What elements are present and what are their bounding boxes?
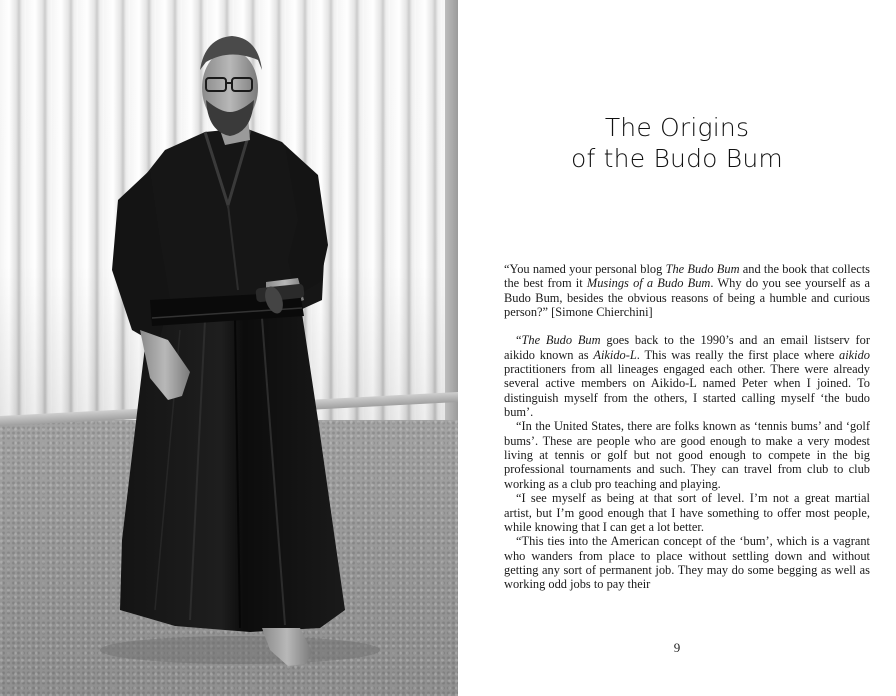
paragraph [504,333,870,419]
text-run: “I see myself as being at that sort of level. I’m not a great martial artist, but I’m good enough that I have something to offer most people, while knowing that I can get a lot better. [504,491,870,534]
paragraph [504,491,870,534]
body-text [504,262,870,592]
paragraph [504,534,870,591]
chapter-title-line-2: of the Budo Bum [571,144,783,173]
text-run: and the book that collects the best from it [504,262,870,291]
italic-text: aikido [839,347,870,362]
text-run: practitioners from all lineages engaged each other. There were already several active members on Aikido-L named Peter when I joined. To distinguish myself from the others, I started calling myself ‘the budo bum’. [504,362,870,420]
text-run: “This ties into the American concept of the ‘bum’, which is a vagrant who wanders from place to place without settling down and without getting any sort of permanent job. They may do some begging as well as working odd jobs to pay their [504,534,870,592]
paragraph [504,262,870,319]
italic-text: The Budo Bum [665,262,740,276]
chapter-title [458,112,896,174]
chapter-title-line-1: The Origins [604,113,750,142]
text-run: “You named your personal blog [504,262,666,276]
text-page [458,0,896,696]
text-run: . This was really the first place where [636,347,839,362]
italic-text: Musings of a Budo Bum [586,276,711,291]
paragraph [504,419,870,491]
text-run: “ [516,333,522,348]
text-run: goes back to the 1990’s and an email listserv for aikido known as [504,333,871,362]
italic-text: The Budo Bum [521,333,601,348]
italic-text: Aikido-L [593,347,637,362]
page-number: 9 [673,640,681,655]
text-run: “In the United States, there are folks known as ‘tennis bums’ and ‘golf bums’. These are people who are good enough to make a very modest living at tennis or golf but not good enough to compete in the big professional tournaments and such. They can travel from club to club working as a club pro teaching and playing. [504,419,870,491]
text-run: . Why do you see yourself as a Budo Bum, besides the obvious reasons of being a humble and curious person?” [Simone Chierchini] [504,276,870,320]
